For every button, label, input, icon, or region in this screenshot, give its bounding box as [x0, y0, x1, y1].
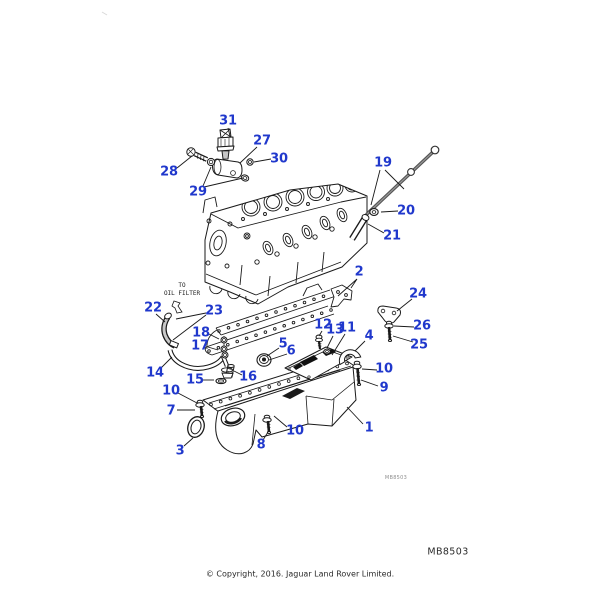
callout-23[interactable]: 23	[205, 303, 223, 319]
callout-5[interactable]: 5	[278, 336, 288, 352]
callout-10[interactable]: 10	[162, 383, 180, 399]
callout-4[interactable]: 4	[364, 328, 374, 344]
callout-9[interactable]: 9	[379, 380, 389, 396]
copyright-text: © Copyright, 2016. Jaguar Land Rover Limited.	[205, 569, 395, 579]
callout-28[interactable]: 28	[160, 164, 178, 180]
callout-24[interactable]: 24	[409, 286, 427, 302]
callout-14[interactable]: 14	[146, 365, 164, 381]
callout-30[interactable]: 30	[270, 151, 288, 167]
callout-27[interactable]: 27	[253, 133, 271, 149]
callout-10[interactable]: 10	[286, 423, 304, 439]
callout-3[interactable]: 3	[175, 443, 185, 459]
oil-filter-note-line1: TO	[178, 282, 186, 289]
oil-filter-note-line2: OIL FILTER	[163, 290, 201, 297]
drawing-number-inline: MB8503	[384, 475, 408, 481]
callout-18[interactable]: 18	[192, 325, 210, 341]
callout-1[interactable]: 1	[364, 420, 374, 436]
callout-21[interactable]: 21	[383, 228, 401, 244]
callout-13[interactable]: 13	[326, 322, 344, 338]
callout-16[interactable]: 16	[239, 369, 257, 385]
callout-8[interactable]: 8	[256, 437, 266, 453]
callout-2[interactable]: 2	[354, 264, 364, 280]
drawing-number: MB8503	[427, 546, 469, 558]
callout-12[interactable]: 12	[314, 317, 332, 333]
callout-10[interactable]: 10	[375, 361, 393, 377]
callout-19[interactable]: 19	[374, 155, 392, 171]
callout-22[interactable]: 22	[144, 300, 162, 316]
callout-6[interactable]: 6	[286, 343, 296, 359]
callout-17[interactable]: 17	[191, 338, 209, 354]
callout-26[interactable]: 26	[413, 318, 431, 334]
callout-20[interactable]: 20	[397, 203, 415, 219]
callout-31[interactable]: 31	[219, 113, 237, 129]
callout-7[interactable]: 7	[166, 403, 176, 419]
callout-29[interactable]: 29	[189, 184, 207, 200]
callout-25[interactable]: 25	[410, 337, 428, 353]
callout-15[interactable]: 15	[186, 372, 204, 388]
callout-11[interactable]: 11	[338, 320, 356, 336]
oil-filter-note	[164, 282, 200, 298]
